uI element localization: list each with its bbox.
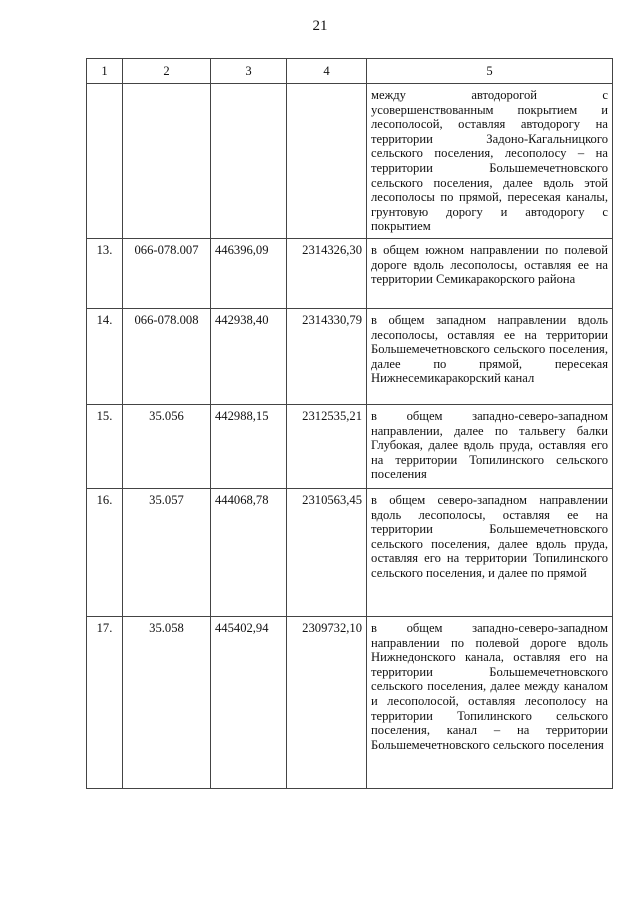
point-number: 13. xyxy=(87,238,123,308)
boundary-description: в общем южном направлении по полевой дороге вдоль лесополосы, оставляя ее на территории Семикаракорского района xyxy=(367,238,613,308)
coordinate-x: 442938,40 xyxy=(211,308,287,404)
boundary-description: в общем северо-западном направлении вдоль лесополосы, оставляя ее на территории Большемечетновского сельского поселения, далее вдоль пруда, оставляя его на территории Топилинского сельского поселения, и далее по прямой xyxy=(367,488,613,616)
table-row xyxy=(87,308,613,404)
coordinate-x: 446396,09 xyxy=(211,238,287,308)
point-code: 066-078.008 xyxy=(123,308,211,404)
boundary-description: в общем западном направлении вдоль лесополосы, оставляя ее на территории Большемечетновского сельского поселения, далее по прямой, пересекая Нижнесемикаракорский канал xyxy=(367,308,613,404)
table-row xyxy=(87,404,613,488)
table-row xyxy=(87,616,613,788)
page-number: 21 xyxy=(312,18,328,34)
boundary-description-table xyxy=(86,58,613,789)
boundary-description: в общем западно-северо-западном направлении по полевой дороге вдоль Нижнедонского канала, оставляя его на территории Большемечетновского сельского поселения, далее между каналом и лесополосой, оставляя лесополосу на территории Топилинского сельского поселения, канал – на территории Большемечетновского сельского поселения xyxy=(367,616,613,788)
point-code xyxy=(123,84,211,239)
point-number: 15. xyxy=(87,404,123,488)
column-header-2: 2 xyxy=(123,59,211,84)
column-header-1: 1 xyxy=(87,59,123,84)
coordinate-y: 2312535,21 xyxy=(287,404,367,488)
point-number: 16. xyxy=(87,488,123,616)
coordinate-y: 2314330,79 xyxy=(287,308,367,404)
coordinate-y: 2314326,30 xyxy=(287,238,367,308)
boundary-description: в общем западно-северо-западном направлении, далее по тальвегу балки Глубокая, далее вдоль пруда, оставляя его на территории Топилинского сельского поселения xyxy=(367,404,613,488)
point-code: 35.056 xyxy=(123,404,211,488)
coordinate-x: 444068,78 xyxy=(211,488,287,616)
coordinate-x: 445402,94 xyxy=(211,616,287,788)
column-header-4: 4 xyxy=(287,59,367,84)
coordinate-y: 2309732,10 xyxy=(287,616,367,788)
boundary-description: между автодорогой с усовершенствованным покрытием и лесополосой, оставляя автодорогу на территории Задоно-Кагальницкого сельского поселения, лесополосу – на территории Большемечетновского сельского поселения, далее вдоль этой лесополосы по прямой, пересекая каналы, грунтовую дорогу и автодорогу с покрытием xyxy=(367,84,613,239)
coordinate-x xyxy=(211,84,287,239)
table-row xyxy=(87,238,613,308)
point-code: 066-078.007 xyxy=(123,238,211,308)
point-code: 35.058 xyxy=(123,616,211,788)
table-row xyxy=(87,84,613,239)
coordinate-x: 442988,15 xyxy=(211,404,287,488)
point-number xyxy=(87,84,123,239)
coordinate-y: 2310563,45 xyxy=(287,488,367,616)
column-header-5: 5 xyxy=(367,59,613,84)
table-row xyxy=(87,488,613,616)
column-number-header-row xyxy=(87,59,613,84)
coordinate-y xyxy=(287,84,367,239)
point-number: 17. xyxy=(87,616,123,788)
column-header-3: 3 xyxy=(211,59,287,84)
point-number: 14. xyxy=(87,308,123,404)
point-code: 35.057 xyxy=(123,488,211,616)
